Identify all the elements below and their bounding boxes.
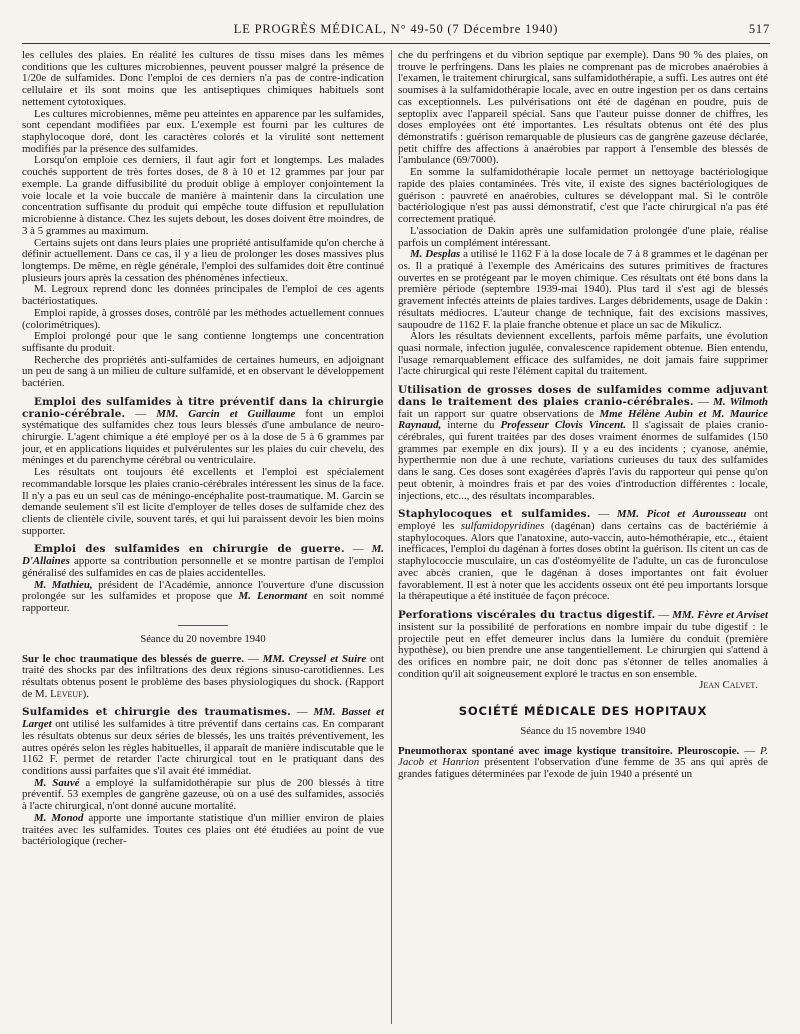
- paragraph: Les résultats ont toujours été excellents et l'emploi est spécialement recommandable lorsque les plaies cranio-cérébrales intéressent les sinus de la face. Il n'y a pas eu un seul cas de méningo-encéphalite post-traumatique. M. Garcin se demande seulement s'il est licite d'employer de telles doses de sulfamide chez des clients de clientèle civile, souvent tarés, et qui lui paraissent devoir les bien moins supporter.: [22, 466, 384, 537]
- paragraph: Emploi prolongé pour que le sang contienne longtemps une concentration suffisante du produit.: [22, 330, 384, 354]
- section-wilmoth: Utilisation de grosses doses de sulfamides comme adjuvant dans le traitement des plaies cranio-cérébrales. — M. Wilmoth fait un rapport sur quatre observations de Mme Hélène Aubin et M. Maurice Raynaud, interne du Professeur Clovis Vincent. Il s'agissait de plaies cranio-cérébrales, qui furent traitées par des doses vraiment énormes de sulfamides (150 grammes par exemple en dix jours). Il y a eu des incidents ; cyanose, anémie, hyperthermie non due à une rechute, variations curieuses du taux des sulfamides dans le sang. Ces doses sont exagérées d'après l'avis du rapporteur qui pense qu'on peut obtenir, à moindres frais et par des voies d'introduction différentes : locale, injections, etc..., des résultats incomparables.: [398, 384, 768, 502]
- section-pneumothorax: Pneumothorax spontané avec image kystique transitoire. Pleuroscopie. — P. Jacob et Hanrion présentent l'observation d'une femme de 35 ans qui après de grandes fatigues déterminées par l'exode de juin 1940 a présenté un: [398, 744, 768, 780]
- paragraph: Lorsqu'on emploie ces derniers, il faut agir fort et longtemps. Les malades couchés supportent de très fortes doses, de 8 à 10 et 12 grammes par jour par exemple. La grande diffusibilité du produit oblige à employer conjointement la voie locale et la voie buccale de manière à maintenir dans la circulation une concentration suffisante du produit qui empêche toute diffusion et repullulation microbienne à distance. Chez les sujets debout, les doses doivent être moindres, de 3 à 5 grammes au maximum.: [22, 154, 384, 237]
- section-heading: Sulfamides et chirurgie des traumatismes.: [22, 706, 291, 719]
- paragraph: L'association de Dakin après une sulfamidation prolongée d'une plaie, réalise parfois un complément intéressant.: [398, 224, 768, 249]
- right-column: [398, 50, 768, 1028]
- paragraph: Les cultures microbiennes, même peu atteintes en apparence par les sulfamides, sont cependant modifiées par eux. L'exemple est fourni par les cultures de staphylocoque doré, dont les caractères colorés et la virulité sont nettement modifiés par la présence des sulfamides.: [22, 107, 384, 155]
- section-text: apporte sa contribution personnelle et se montre partisan de l'emploi généralisé des sulfamides en cas de plaies accidentelles.: [22, 555, 384, 579]
- paragraph: M. Mathieu, président de l'Académie, annonce l'ouverture d'une discussion prolongée sur les sulfamides et propose que M. Lenormant en soit nommé rapporteur.: [22, 578, 384, 615]
- paragraph: M. Desplas a utilisé le 1162 F à la dose locale de 7 à 8 grammes et le dagénan per os. Il a pratiqué à l'exemple des Américains des sutures primitives de fractures ouvertes en se protégeant par le moyen chimique. Ces résultats ont été bons dans la première période (septembre 1939-mai 1940). Plus tard il s'est agi de blessés gravement infectés atteints de plaies tardives. Larges débridements, usage de Dakin : résultats médiocres. L'auteur change de technique, fait des excisions massives, saupoudre de 1162 F. la plaie franche obtenue et place un sac de Mikulicz.: [398, 248, 768, 331]
- section-traumatismes: Sulfamides et chirurgie des traumatismes. — MM. Basset et Larget ont utilisé les sulfamides à titre préventif dans certains cas. En comparant les résultats obtenus sur deux séries de blessés, les uns traités préventivement, les autres opérés selon les règles habituelles, il apparaît de manière indiscutable que le 1162 F. permet de retarder l'acte chirurgical tout en le pratiquant dans des conditions aussi parfaites que s'il avait été immédiat.: [22, 706, 384, 777]
- paragraph: che du perfringens et du vibrion septique par exemple). Dans 90 % des plaies, on trouve le perfringens. Dans les plaies ne comprenant pas de microbes anaérobies à l'examen, le traitement chirurgical, sans sulfamidothérapie, a suffi. Les autres ont été soumises à la sulfamidothérapie locale, avec en outre ingestion per os dans certains cas exceptionnels. Les pulvérisations ont été de dagénan en poudre, puis de septoplix avec l'appareil spécial. Sans que l'auteur puisse donner de chiffres, les doses employées ont été importantes. Les résultats obtenus ont été des plus démonstratifs : guérison remarquable de plusieurs cas de gangrène gazeuse déclarée, petit chiffre des affections à anaérobies par rapport à l'ensemble des blessés de l'ambulance (69/7000).: [398, 50, 768, 167]
- author: M. Monod: [34, 811, 84, 824]
- section-authors: MM. Basset et Larget: [22, 706, 384, 731]
- section-authors: MM. Garcin et Guillaume: [156, 407, 296, 420]
- section-text: font un emploi systématique des sulfamides chez tous leurs blessés d'une ambulance de neuro-chirurgie. L'agent chimique a été employé per os à la dose de 5 à 6 grammes par jour, et en applications liquides et pulvérulentes sur les plaies du cuir chevelu, des méninges et du parenchyme cérébral ou ventriculaire.: [22, 407, 384, 467]
- section-heading: Emploi des sulfamides en chirurgie de guerre.: [34, 543, 345, 556]
- running-header: [22, 22, 770, 40]
- journal-title: LE PROGRÈS MÉDICAL, N° 49-50 (7 Décembre 1940): [233, 22, 559, 36]
- section-heading: Perforations viscérales du tractus digestif.: [398, 609, 656, 622]
- paragraph: Emploi rapide, à grosses doses, contrôlé par les méthodes actuellement connues (colorimétriques).: [22, 306, 384, 331]
- seance-date: Séance du 15 novembre 1940: [520, 725, 646, 737]
- section-heading: Staphylocoques et sulfamides.: [398, 508, 591, 521]
- rapporteur: Leveuf: [50, 687, 83, 700]
- paragraph: M. Monod apporte une importante statistique d'un millier environ de plaies traitées avec les sulfamides. Toutes ces plaies ont été étudiées au point de vue bactériologique (recher-: [22, 811, 384, 848]
- column-divider: [391, 50, 392, 1024]
- left-column: [22, 50, 384, 1028]
- signature: Jean Calvet.: [699, 679, 758, 692]
- page-number: 517: [748, 22, 770, 36]
- section-choc: Sur le choc traumatique des blessés de guerre. — MM. Creyssel et Suire ont traité des shocks par des infiltrations des deux régions sinuso-carotidiennes. Les résultats obtenus posent le problème des bases physiologiques du shock. (Rapport de M. Leveuf).: [22, 652, 384, 700]
- author: M. Sauvé: [34, 776, 80, 789]
- section-garcin: Emploi des sulfamides à titre préventif dans la chirurgie cranio-cérébrale. — MM. Garcin et Guillaume font un emploi systématique des sulfamides chez tous leurs blessés d'une ambulance de neuro-chirurgie. L'agent chimique a été employé per os à la dose de 5 à 6 grammes par jour, et en applications liquides et pulvérulentes sur les plaies du cuir chevelu, des méninges et du parenchyme cérébral ou ventriculaire.: [22, 395, 384, 467]
- society-heading: SOCIÉTÉ MÉDICALE DES HOPITAUX: [458, 704, 708, 719]
- section-authors: P. Jacob et Hanrion: [398, 744, 768, 769]
- paragraph: Certains sujets ont dans leurs plaies une propriété antisulfamide qu'on cherche à définir actuellement. Dans ce cas, il y a lieu de prolonger les doses massives plus longtemps. De même, en règle générale, l'emploi des sulfamides doit être continué plusieurs jours après la cessation des phénomènes infectieux.: [22, 236, 384, 284]
- header-rule: [22, 43, 770, 44]
- section-staphylocoques: Staphylocoques et sulfamides. — MM. Picot et Aurousseau ont employé les sulfamidopyridines (dagénan) dans certains cas de bactériémie à staphylocoques. Alors que l'anatoxine, auto-vaccin, auto-hémothérapie, etc.., étaient inefficaces, l'emploi du dagénan à fortes doses obtint la guérison. Ils citent un cas de staphylococcie musculaire, un cas d'ostéomyélite de l'adulte, un cas de furonculose avec abcès cranien, que le dagénan à doses importantes ont fait évoluer favorablement. Il est à noter que les accidents osseux ont été peu importants lorsque la thérapeutique a été instituée de façon précoce.: [398, 508, 768, 603]
- paragraph: Recherche des propriétés anti-sulfamides de certaines humeurs, en adjoignant un peu de sang à un milieu de culture sulfamidé, et en observant le développement bactérien.: [22, 353, 384, 390]
- seance-date: Séance du 20 novembre 1940: [140, 633, 266, 645]
- section-authors: MM. Picot et Aurousseau: [616, 508, 747, 521]
- section-authors: MM. Creyssel et Suire: [262, 652, 367, 665]
- separator: [178, 625, 228, 626]
- section-perforations: Perforations viscérales du tractus digestif. — MM. Fèvre et Arviset insistent sur la possibilité de perforations en nombre impair du tube digestif : le projectile peut en effet demeurer inclus dans la lumière du conduit (première hypothèse), ou bien prendre une anse tangentiellement. Le chirurgien qui s'attend à des orifices en nombre pair, ne doit donc pas s'étonner de telles anomalies à condition qu'il ait soigneusement exploré le tractus en son ensemble.: [398, 609, 768, 680]
- author: M. Desplas: [410, 248, 461, 261]
- section-heading: Emploi des sulfamides à titre préventif dans la chirurgie cranio-cérébrale.: [22, 395, 384, 420]
- author: M. Mathieu,: [34, 578, 93, 591]
- section-heading: Pneumothorax spontané avec image kystique transitoire. Pleuroscopie.: [398, 744, 740, 757]
- section-authors: M. D'Allaines: [22, 543, 384, 568]
- paragraph: M. Legroux reprend donc les données principales de l'emploi de ces agents bactériostatiques.: [22, 283, 384, 308]
- section-heading: Sur le choc traumatique des blessés de guerre.: [22, 652, 245, 665]
- section-authors: MM. Fèvre et Arviset: [672, 609, 768, 622]
- section-dallaines: Emploi des sulfamides en chirurgie de guerre. — M. D'Allaines apporte sa contribution personnelle et se montre partisan de l'emploi généralisé des sulfamides en cas de plaies accidentelles.: [22, 543, 384, 579]
- paragraph: M. Sauvé a employé la sulfamidothérapie sur plus de 200 blessés à titre préventif. 53 exemples de gangrène gazeuse, où on a usé des sulfamides, associés à l'acte chirurgical, n'ont donné aucune mortalité.: [22, 776, 384, 813]
- paragraph: Alors les résultats deviennent excellents, parfois même parfaits, une évolution quasi normale, infection jugulée, convalescence rapidement obtenue. Bien entendu, l'usage remarquablement efficace des sulfamides, ne doit jamais faire supprimer l'acte chirurgical qui reste l'élément capital du traitement.: [398, 330, 768, 378]
- paragraph: les cellules des plaies. En réalité les cultures de tissu mises dans les mêmes conditions que les cultures microbiennes, peuvent pousser malgré la présence de 1/20e de sulfamides. Donc l'emploi de ces derniers n'a pas de contre-indication cellulaire et ils sont moins que les antiseptiques chimiques habituels sont nettement cytotoxiques.: [22, 50, 384, 108]
- author: M. Lenormant: [238, 590, 308, 603]
- section-heading: Utilisation de grosses doses de sulfamides comme adjuvant dans le traitement des plaies cranio-cérébrales.: [398, 384, 768, 408]
- paragraph: En somme la sulfamidothérapie locale permet un nettoyage bactériologique rapide des plaies contaminées. Très vite, il existe des signes bactériologiques de guérison : pauvreté en anaérobies, cultures se développant mal. Si le contrôle bactériologique n'est pas aussi démonstratif, c'est que l'acte chirurgical n'a pas été correctement pratiqué.: [398, 166, 768, 226]
- section-authors: M. Wilmoth: [713, 395, 768, 408]
